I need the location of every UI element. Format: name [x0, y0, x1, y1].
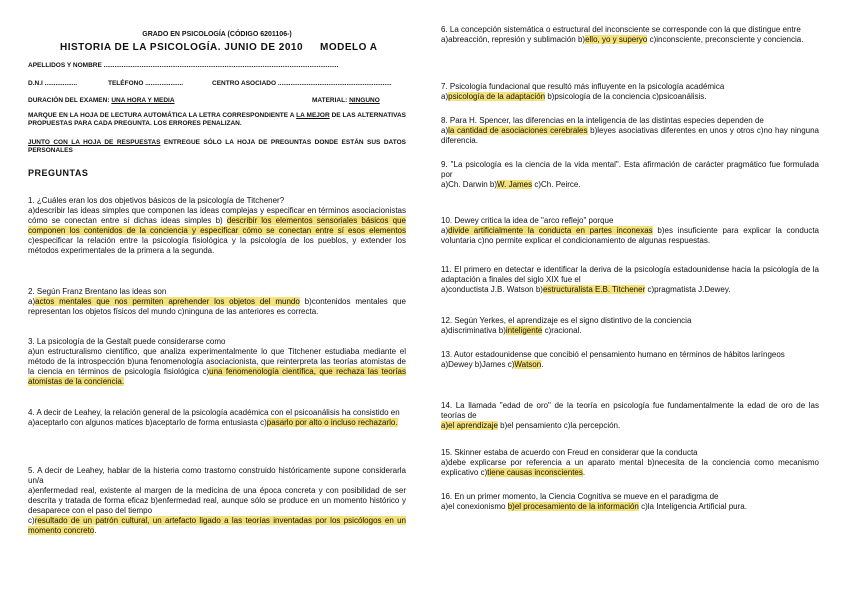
option-prefix: a)un estructuralismo científico, que analiza experimentalmente lo que Titchener estudiaba mediante el método de la introspección b)una fenomenología asociacionista, que reinterpreta las teorías atomistas de la ciencia en términos de psicología fisiológica c) — [28, 347, 406, 376]
question-options-c — [28, 516, 406, 536]
question-stem: 9. "La psicología es la ciencia de la vida mental". Esta afirmación de carácter pragmático fue formulada por — [441, 160, 819, 179]
answer-highlight: psicología de la adaptación — [448, 92, 546, 101]
question-options — [28, 347, 406, 387]
question-5 — [28, 466, 406, 536]
answer-highlight: b)el procesamiento de la información — [507, 502, 639, 511]
answer-highlight: describir los elementos sensoriales básicos que componen los contenidos de la conciencia y especificar cómo se conectan entre sí esos elementos — [28, 216, 406, 235]
question-stem: 13. Autor estadounidense que concibió el pensamiento humano en términos de hábitos laríngeos — [441, 350, 785, 359]
question-options — [28, 297, 406, 317]
question-4 — [28, 408, 406, 428]
question-14 — [441, 401, 819, 431]
option-prefix: a)conductista J.B. Watson b) — [441, 285, 543, 294]
center-field: CENTRO ASOCIADO ............................................................... — [212, 80, 392, 87]
answer-highlight: divide artificialmente la conducta en partes inconexas — [448, 226, 653, 235]
question-15 — [441, 448, 819, 478]
question-options — [28, 206, 406, 256]
answer-highlight: a)el aprendizaje — [441, 421, 498, 430]
option-rest: c)pragmatista J.Dewey. — [645, 285, 731, 294]
option-prefix: c) — [28, 516, 35, 525]
answer-highlight: tiene causas inconscientes — [487, 468, 583, 477]
option-rest: b)es insuficiente para explicar la conducta voluntaria c)no permite explicar el condicionamiento de algunas respuestas. — [441, 226, 819, 245]
option-rest: c)inconsciente, preconsciente y conciencia. — [647, 35, 804, 44]
duration-label-text: DURACIÓN DEL EXAMEN: — [28, 97, 110, 104]
question-options — [441, 35, 819, 45]
exam-title: HISTORIA DE LA PSICOLOGÍA. JUNIO DE 2010 — [60, 42, 304, 53]
question-7 — [441, 82, 819, 102]
option-prefix: a) — [441, 126, 449, 135]
material-label — [312, 97, 380, 105]
question-stem: 16. En un primer momento, la Ciencia Cognitiva se mueve en el paradigma de — [441, 492, 719, 501]
dni-field: D.N.I .................. — [28, 80, 78, 87]
option-rest: . — [541, 360, 544, 369]
option-prefix: a)Ch. Darwin b) — [441, 180, 498, 189]
question-options — [441, 360, 819, 370]
option-b-prefix: b) — [215, 216, 227, 225]
option-prefix: a) — [441, 92, 449, 101]
answer-highlight: inteligente — [505, 326, 543, 335]
question-16 — [441, 492, 819, 512]
question-2 — [28, 287, 406, 317]
question-stem: 6. La concepción sistemática o estructural del inconsciente se corresponde con la que distingue entre — [441, 25, 801, 34]
option-prefix: a)Dewey b)James c) — [441, 360, 515, 369]
option-rest: c)la Inteligencia Artificial pura. — [638, 502, 747, 511]
option-rest: b)el pensamiento c)la percepción. — [497, 421, 621, 430]
instructions-2 — [28, 139, 406, 155]
question-options — [441, 458, 819, 478]
question-stem: 14. La llamada "edad de oro" de la teoría en psicología fue fundamentalmente la edad de oro de las teorías de — [441, 401, 819, 420]
question-9 — [441, 160, 819, 190]
question-stem: 15. Skinner estaba de acuerdo con Freud en considerar que la conducta — [441, 448, 698, 457]
instr2-a: JUNTO CON LA HOJA DE RESPUESTAS — [28, 139, 161, 146]
instr1-a: MARQUE EN LA HOJA DE LECTURA AUTOMÁTICA LA LETRA CORRESPONDIENTE A — [28, 112, 297, 119]
instr2-b: ENTREGUE SÓLO LA HOJA DE PREGUNTAS DONDE ESTÁN SUS DATOS PERSONALES — [28, 139, 406, 154]
question-options — [441, 92, 819, 102]
question-options — [441, 126, 819, 146]
answer-highlight: ello, yo y superyo — [585, 35, 648, 44]
option-prefix: a)debe explicarse por referencia a un aparato mental b)necesita de la conciencia como mecanismo explicativo c) — [441, 458, 819, 477]
option-a: a)describir las ideas simples que componen las ideas complejas y especificar en términos asociacionistas cómo se conectan entre sí dichas ideas simples — [28, 206, 406, 225]
question-stem: 2. Según Franz Brentano las ideas son — [28, 287, 167, 296]
instr1-b: LA MEJOR — [296, 112, 330, 119]
question-stem: 8. Para H. Spencer, las diferencias en la inteligencia de las distintas especies dependen de — [441, 116, 764, 125]
question-6 — [441, 25, 819, 45]
question-13 — [441, 350, 819, 370]
option-prefix: a)aceptarlo con algunos matices b)aceptarlo de forma entusiasta c) — [28, 418, 267, 427]
degree-title: GRADO EN PSICOLOGÍA (CÓDIGO 6201106-) — [142, 31, 292, 38]
instr1-c: DE LAS ALTERNATIVAS PROPUESTAS PARA CADA PREGUNTA. LOS ERRORES PENALIZAN. — [28, 112, 406, 127]
question-options — [441, 326, 819, 336]
option-rest: b)psicología de la conciencia c)psicoanálisis. — [545, 92, 707, 101]
phone-field: TELÉFONO ..................... — [108, 80, 184, 87]
question-options — [441, 285, 819, 295]
question-stem: 5. A decir de Leahey, hablar de la histeria como trastorno construido históricamente supone considerarla un/a — [28, 466, 406, 485]
question-12 — [441, 316, 819, 336]
option-rest: . — [582, 468, 586, 477]
question-stem: 4. A decir de Leahey, la relación general de la psicología académica con el psicoanálisis ha consistido en — [28, 408, 400, 417]
option-prefix: a)abreacción, represión y sublimación b) — [441, 35, 586, 44]
material-label-text: MATERIAL: — [312, 97, 348, 104]
surnames-field: APELLIDOS Y NOMBRE .................................................................................................................................. — [28, 62, 339, 69]
option-prefix: a) — [28, 297, 36, 306]
question-stem: 1. ¿Cuáles eran los dos objetivos básicos de la psicología de Titchener? — [28, 196, 285, 205]
question-options: a)enfermedad real, existente al margen de la medicina de una época concreta y con posibilidad de ser descrita y tratada de forma eficaz b)enfermedad real, aunque sólo se produce en un momento histórico y desaparece con el paso del tiempo — [28, 486, 406, 515]
option-prefix: a)discriminativa b) — [441, 326, 506, 335]
option-prefix: a)el conexionismo — [441, 502, 508, 511]
option-prefix: a) — [441, 226, 449, 235]
question-stem: 3. La psicología de la Gestalt puede considerarse como — [28, 337, 226, 346]
option-rest: b)contenidos mentales que representan los objetos físicos del mundo c)ninguna de las anteriores es correcta. — [28, 297, 406, 316]
exam-model: MODELO A — [320, 42, 378, 53]
answer-highlight: W. James — [497, 180, 533, 189]
option-rest: . — [94, 526, 97, 535]
question-options — [441, 180, 819, 190]
answer-highlight: estructuralista E.B. Titchener — [542, 285, 646, 294]
question-8 — [441, 116, 819, 146]
answer-highlight: actos mentales que nos permiten aprehender los objetos del mundo — [35, 297, 300, 306]
option-rest: c)racional. — [542, 326, 582, 335]
question-stem: 7. Psicología fundacional que resultó más influyente en la psicología académica — [441, 82, 725, 91]
question-11 — [441, 265, 819, 295]
duration-value: UNA HORA Y MEDIA — [111, 97, 175, 104]
answer-highlight: una fenomenología científica, que rechaza las teorías atomistas de la conciencia. — [28, 367, 406, 386]
question-1 — [28, 196, 406, 256]
answer-highlight: Watson — [514, 360, 542, 369]
option-rest: b)leyes asociativas diferentes en unos y otros c)no hay ninguna diferencia. — [441, 126, 819, 145]
question-options — [28, 418, 406, 428]
question-options — [441, 502, 819, 512]
question-10 — [441, 216, 819, 246]
question-options — [441, 421, 819, 431]
question-stem: 11. El primero en detectar e identificar la deriva de la psicología estadounidense hacia la psicología de la adaptación a finales del siglo XIX fue el — [441, 265, 819, 284]
question-stem: 10. Dewey critica la idea de "arco reflejo" porque — [441, 216, 614, 225]
section-title: PREGUNTAS — [28, 168, 89, 178]
question-options — [441, 226, 819, 246]
answer-highlight: la cantidad de asociaciones cerebrales — [448, 126, 588, 135]
answer-highlight: pasarlo por alto o incluso rechazarlo. — [266, 418, 398, 427]
question-3 — [28, 337, 406, 387]
instructions-1 — [28, 112, 406, 128]
answer-highlight: resultado de un patrón cultural, un artefacto ligado a las teorías inventadas por los psicólogos en un momento concreto — [28, 516, 406, 535]
material-value: NINGUNO — [349, 97, 380, 104]
option-rest: c)especificar la relación entre la psicología fisiológica y la psicología de los pueblos, y extender los métodos experimentales de la primera a la segunda. — [28, 236, 406, 255]
duration-label — [28, 97, 175, 105]
option-rest: c)Ch. Peirce. — [532, 180, 581, 189]
question-stem: 12. Según Yerkes, el aprendizaje es el signo distintivo de la conciencia — [441, 316, 692, 325]
